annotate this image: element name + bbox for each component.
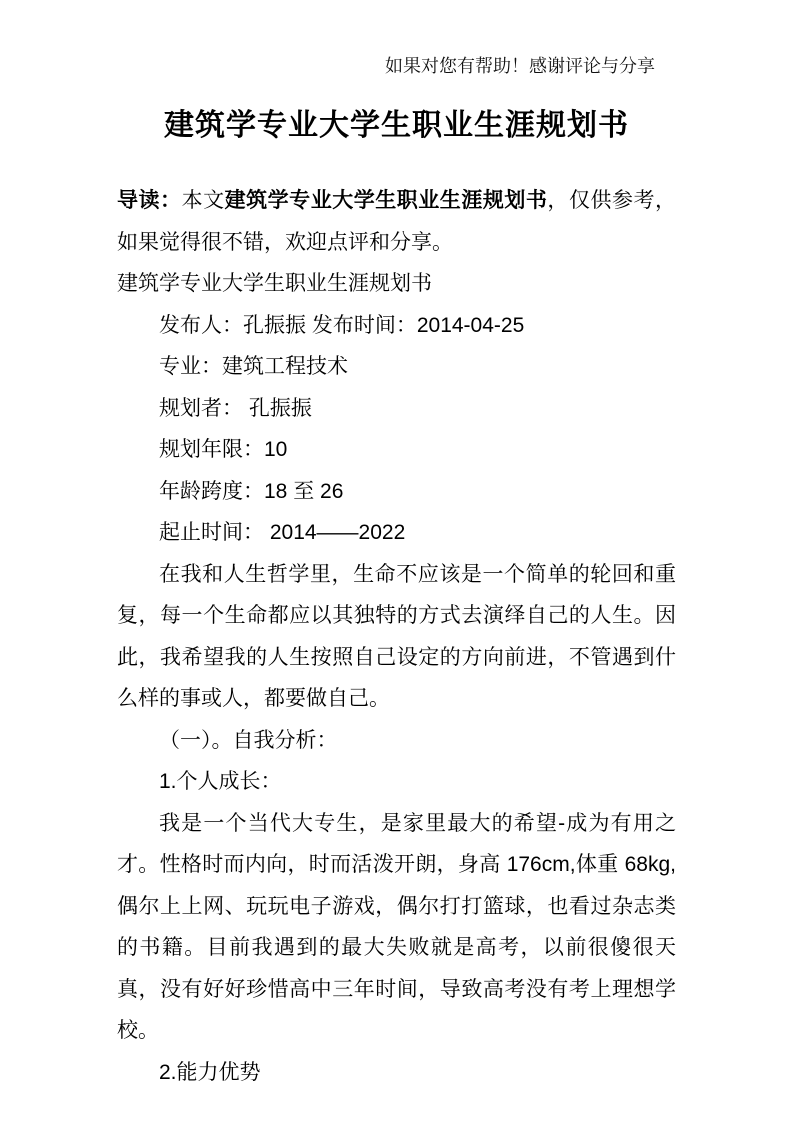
- lead-pre-text: 本文: [181, 189, 225, 212]
- meta-age-span-line: 年龄跨度：18 至 26: [159, 479, 344, 503]
- doc-title-line: 建筑学专业大学生职业生涯规划书: [117, 272, 432, 295]
- document-body: [0, 180, 793, 1093]
- lead-bold-title: 建筑学专业大学生职业生涯规划书: [224, 189, 548, 212]
- meta-time-range-line: 起止时间： 2014——2022: [159, 521, 406, 544]
- header-note: 如果对您有帮助！感谢评论与分享: [385, 56, 655, 76]
- meta-publisher-line: 发布人：孔振振 发布时间：2014-04-25: [159, 313, 525, 337]
- section-1-heading: （一）。自我分析：: [159, 728, 338, 752]
- lead-label: 导读：: [117, 189, 182, 212]
- lead-paragraph: [117, 180, 676, 263]
- subsection-2-heading: 2.能力优势: [159, 1060, 261, 1084]
- meta-planner-line: 规划者： 孔振振: [159, 396, 312, 420]
- lead-post-text: ，仅供参考，如果觉得很不错，欢迎点评和分享。: [117, 189, 677, 254]
- subsection-1-heading: 1.个人成长：: [159, 770, 282, 793]
- page-header: [0, 0, 793, 78]
- meta-major-line: 专业：建筑工程技术: [159, 355, 348, 378]
- philosophy-paragraph: 在我和人生哲学里，生命不应该是一个简单的轮回和重复，每一个生命都应以其独特的方式去演绎自己的人生。因此，我希望我的人生按照自己设定的方向前进，不管遇到什么样的事或人，都要做自己。: [117, 562, 676, 710]
- page-title: 建筑学专业大学生职业生涯规划书: [164, 109, 629, 142]
- personal-growth-paragraph: 我是一个当代大专生，是家里最大的希望-成为有用之才。性格时而内向，时而活泼开朗，身高 176cm,体重 68kg,偶尔上上网、玩玩电子游戏，偶尔打打篮球，也看过杂志类的书籍。目前我遇到的最大失败就是高考，以前很傻很天真，没有好好珍惜高中三年时间，导致高考没有考上理想学校。: [117, 811, 676, 1042]
- meta-plan-years-line: 规划年限：10: [159, 438, 288, 461]
